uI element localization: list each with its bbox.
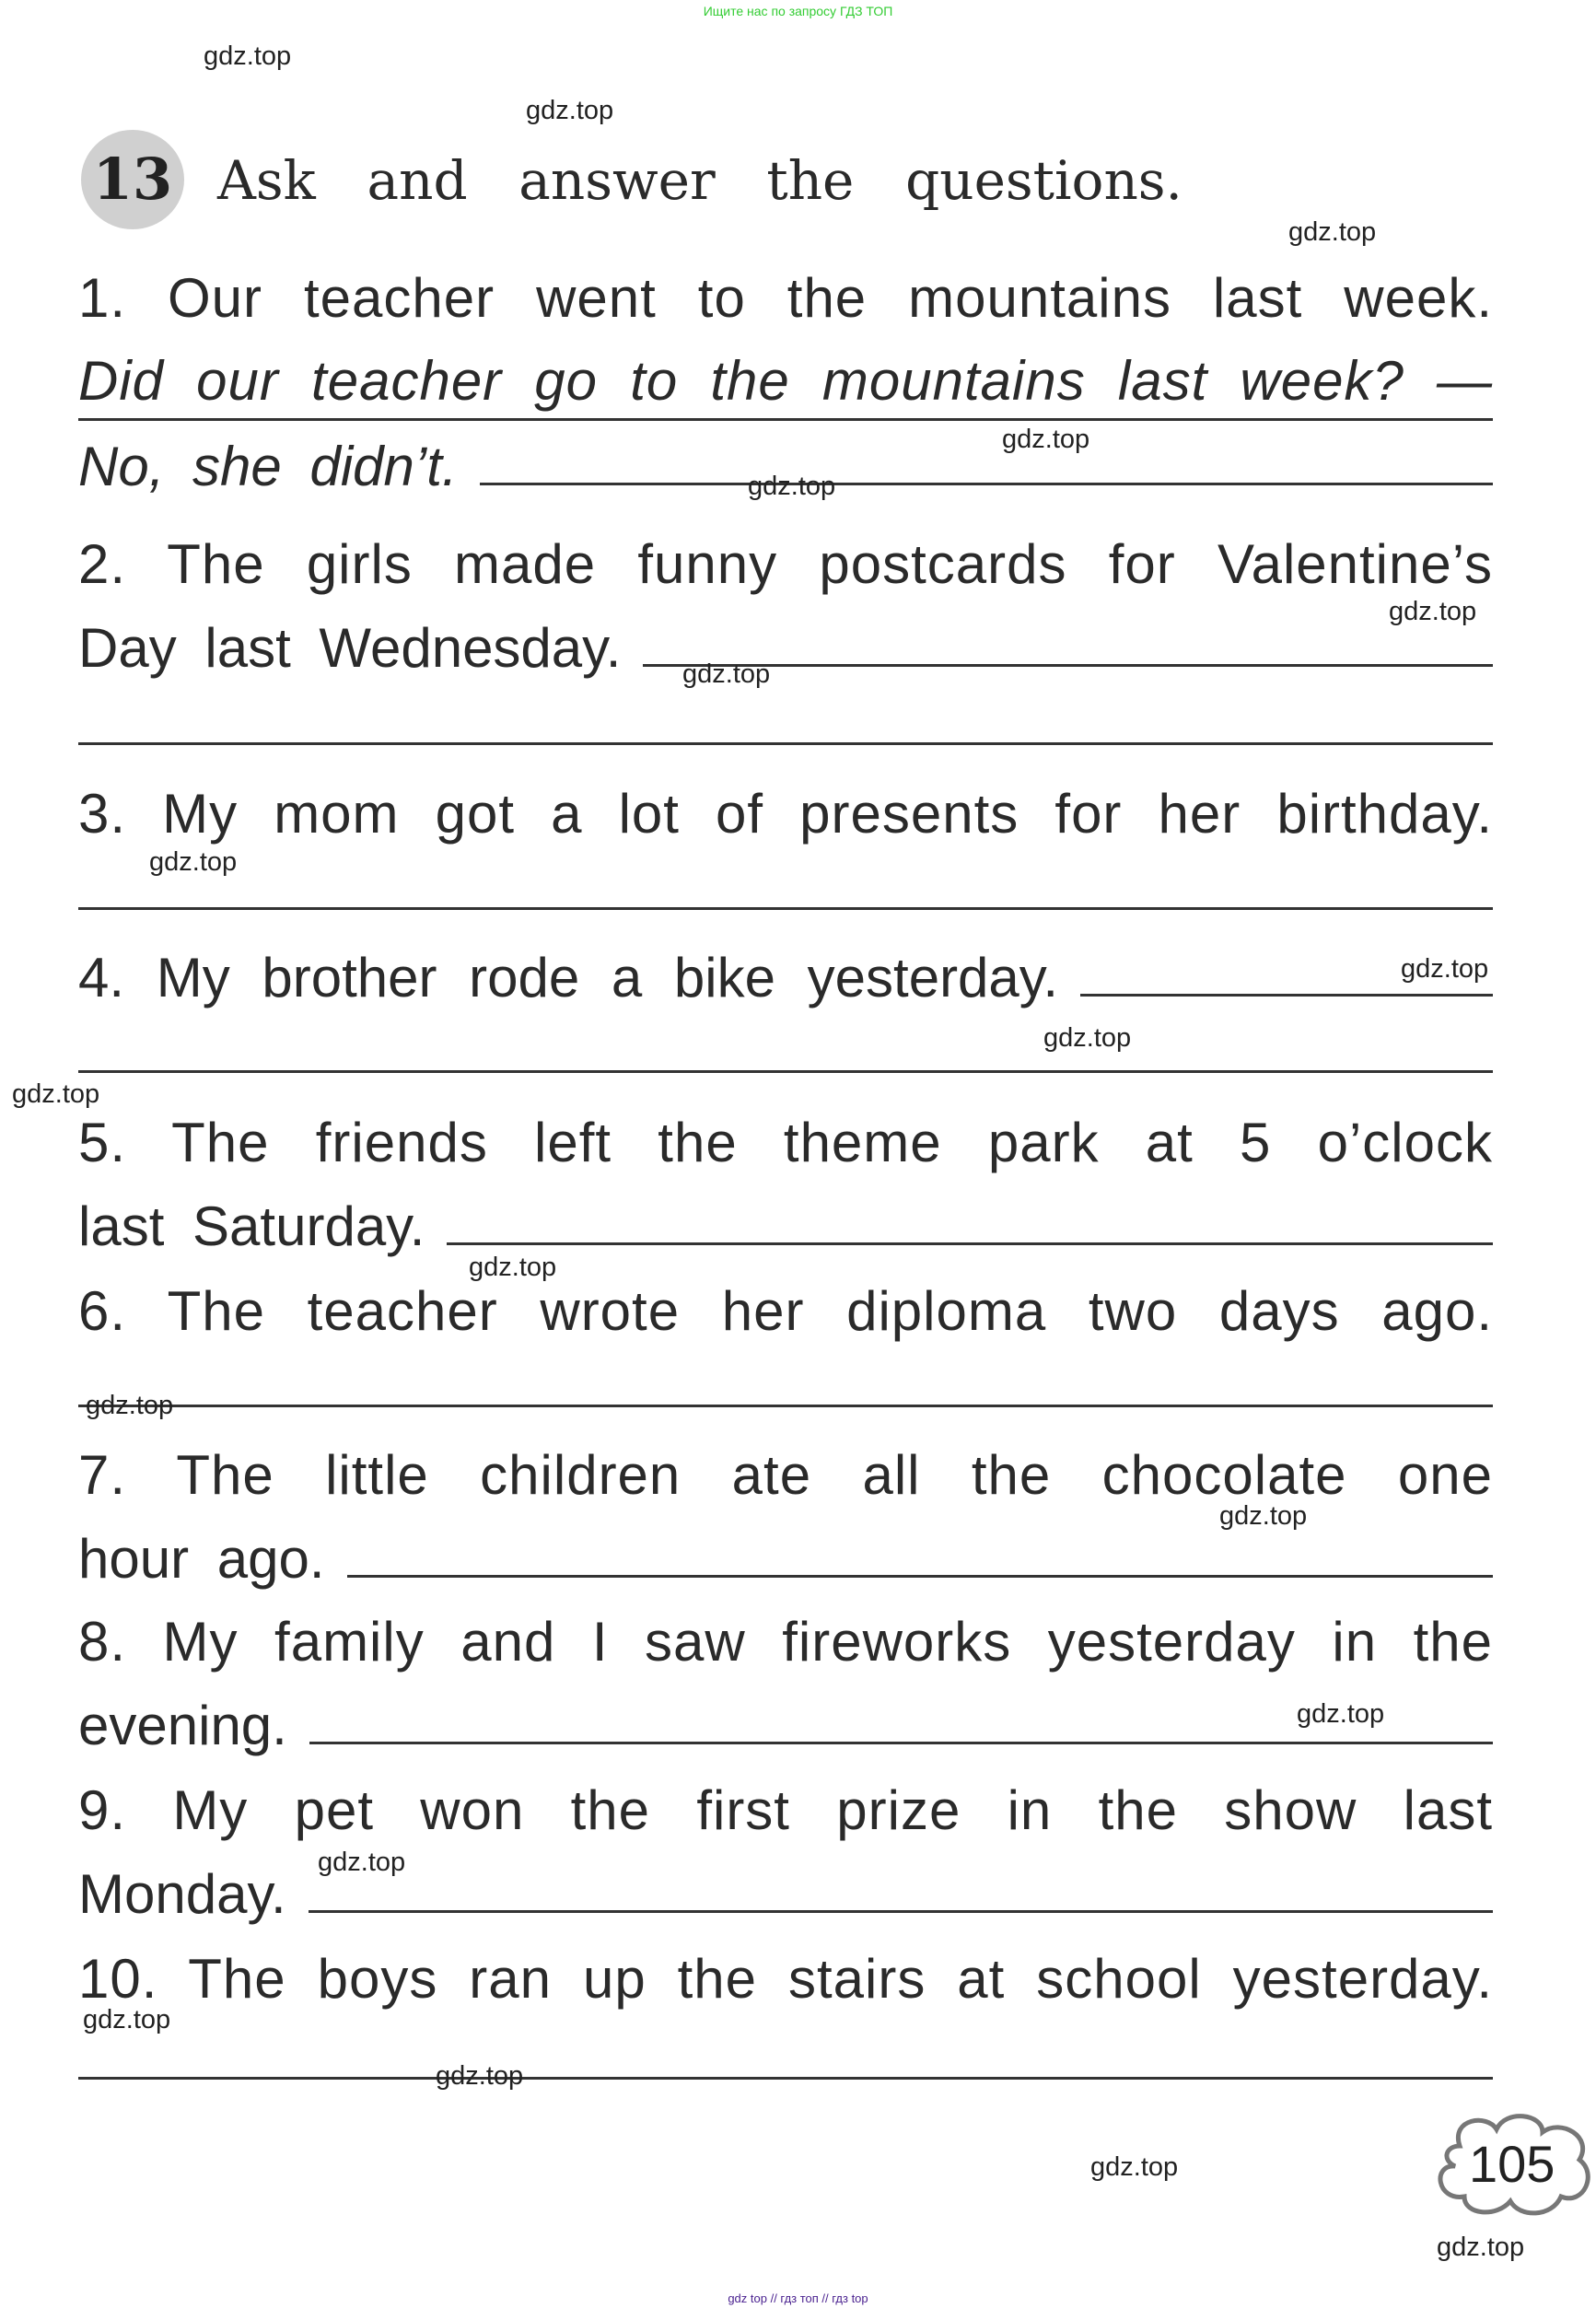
question-4: [78, 940, 1493, 1014]
watermark: gdz.top: [1297, 1699, 1385, 1729]
watermark: gdz.top: [83, 2005, 171, 2034]
question-8-cont: [78, 1688, 1493, 1762]
watermark: gdz.top: [748, 472, 836, 501]
question-text: 2. The girls made funny postcards for Valentine’s: [78, 533, 1493, 595]
answer-blank[interactable]: [309, 1857, 1493, 1913]
watermark: gdz.top: [682, 659, 771, 689]
question-10: [78, 1942, 1493, 2016]
answer-blank[interactable]: [78, 907, 1493, 910]
question-3: [78, 777, 1493, 851]
question-text: 8. My family and I saw fireworks yesterday in the: [78, 1611, 1493, 1673]
watermark: gdz.top: [86, 1391, 174, 1420]
answer-blank[interactable]: [480, 429, 1493, 485]
question-1: [78, 262, 1493, 335]
question-text: evening.: [78, 1695, 287, 1756]
answer-blank[interactable]: [78, 1070, 1493, 1073]
question-5: [78, 1106, 1493, 1180]
answer-blank[interactable]: [447, 1189, 1493, 1245]
watermark: gdz.top: [1219, 1501, 1308, 1531]
answer-blank[interactable]: [78, 2077, 1493, 2080]
answer-text: No, she didn’t.: [78, 436, 458, 497]
question-text: Monday.: [78, 1863, 286, 1925]
watermark: gdz.top: [12, 1079, 100, 1109]
question-6: [78, 1275, 1493, 1348]
question-text: 7. The little children ate all the chocolate one: [78, 1444, 1493, 1506]
question-text: 6. The teacher wrote her diploma two days ago.: [78, 1280, 1493, 1342]
top-banner: Ищите нас по запросу ГДЗ ТОП: [703, 4, 893, 18]
question-text: last Saturday.: [78, 1195, 425, 1257]
watermark: gdz.top: [1288, 217, 1377, 247]
watermark: gdz.top: [436, 2061, 524, 2091]
watermark: gdz.top: [1389, 597, 1477, 626]
question-2: [78, 528, 1493, 601]
watermark: gdz.top: [149, 847, 238, 877]
watermark: gdz.top: [1002, 425, 1090, 454]
question-text: 3. My mom got a lot of presents for her birthday.: [78, 783, 1493, 845]
answer-text: Did our teacher go to the mountains last week? —: [78, 344, 1493, 421]
question-5-cont: [78, 1189, 1493, 1263]
answer-1-line-1[interactable]: [78, 344, 1493, 418]
exercise-title: Ask and answer the questions.: [217, 149, 1182, 212]
watermark: gdz.top: [526, 96, 614, 125]
question-9-cont: [78, 1857, 1493, 1930]
watermark: gdz.top: [204, 41, 292, 71]
watermark: gdz.top: [1437, 2233, 1525, 2262]
question-7-cont: [78, 1521, 1493, 1595]
answer-blank[interactable]: [78, 742, 1493, 745]
question-text: 5. The friends left the theme park at 5 o’clock: [78, 1112, 1493, 1173]
answer-blank[interactable]: [78, 1405, 1493, 1407]
watermark: gdz.top: [1043, 1023, 1132, 1053]
watermark: gdz.top: [469, 1253, 557, 1282]
question-text: 10. The boys ran up the stairs at school yesterday.: [78, 1948, 1493, 2010]
exercise-number-badge: 13: [81, 130, 184, 229]
bottom-banner: gdz top // гдз топ // гдз top: [728, 2291, 868, 2305]
question-text: Day last Wednesday.: [78, 617, 622, 679]
question-text: hour ago.: [78, 1528, 325, 1590]
question-9: [78, 1774, 1493, 1848]
question-2-cont: [78, 611, 1493, 684]
watermark: gdz.top: [1401, 954, 1489, 984]
question-text: 9. My pet won the first prize in the show last: [78, 1779, 1493, 1841]
page-number: 105: [1469, 2135, 1555, 2193]
watermark: gdz.top: [1090, 2152, 1179, 2182]
watermark: gdz.top: [318, 1848, 406, 1877]
question-text: 4. My brother rode a bike yesterday.: [78, 947, 1059, 1008]
answer-blank[interactable]: [347, 1521, 1493, 1578]
answer-blank[interactable]: [643, 611, 1493, 667]
question-text: 1. Our teacher went to the mountains last week.: [78, 267, 1493, 329]
question-8: [78, 1605, 1493, 1679]
